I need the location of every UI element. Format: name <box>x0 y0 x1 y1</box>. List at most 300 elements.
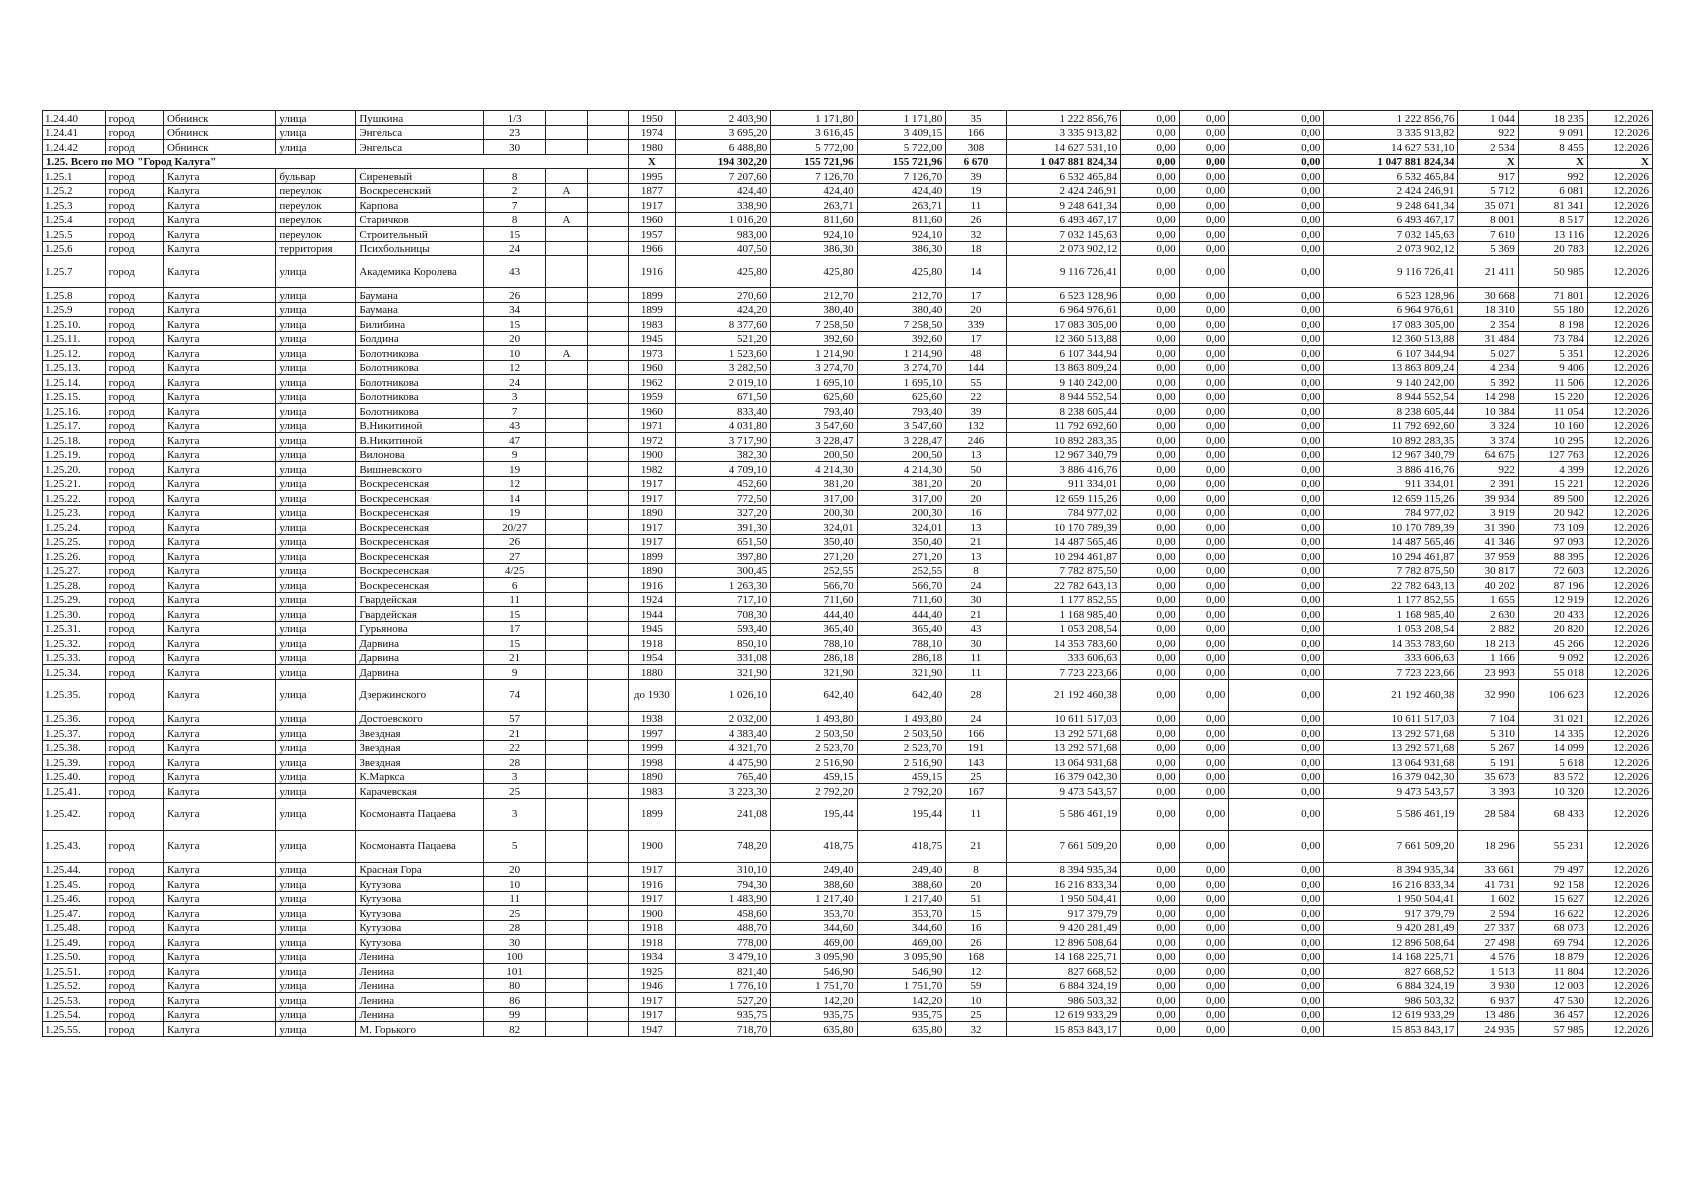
house-number: 17 <box>483 621 546 636</box>
street-name: Академика Королева <box>356 256 484 288</box>
max-specific-cost: 55 180 <box>1518 302 1587 317</box>
construction-year: 1946 <box>628 978 676 993</box>
repair-cost: 9 473 543,57 <box>1006 784 1121 799</box>
section-title: 1.25. Всего по МО "Город Калуга" <box>43 154 629 169</box>
owner-funds: 1 950 504,41 <box>1324 891 1458 906</box>
residents-count: 11 <box>946 650 1007 665</box>
house-number: 3 <box>483 769 546 784</box>
construction-year: 1924 <box>628 592 676 607</box>
specific-cost: 28 584 <box>1458 798 1519 830</box>
residents-count: 43 <box>946 621 1007 636</box>
construction-year: 1900 <box>628 906 676 921</box>
residents-count: 8 <box>946 862 1007 877</box>
settlement-name: Обнинск <box>164 111 276 126</box>
completion-term: 12.2026 <box>1588 520 1653 535</box>
settlement-type: город <box>105 755 163 770</box>
street-type: улица <box>276 520 356 535</box>
row-code: 1.25.17. <box>43 418 106 433</box>
fund-value-2: 0,00 <box>1179 360 1229 375</box>
owner-funds: 1 177 852,55 <box>1324 592 1458 607</box>
blank-cell <box>587 830 628 862</box>
row-code: 1.25.12. <box>43 346 106 361</box>
owner-funds: 21 192 460,38 <box>1324 679 1458 711</box>
max-specific-cost: 12 919 <box>1518 592 1587 607</box>
street-name: Кутузова <box>356 891 484 906</box>
table-row <box>43 978 1653 993</box>
total-area: 1 263,30 <box>676 578 771 593</box>
residential-area: 386,30 <box>771 241 857 256</box>
blank-cell <box>587 798 628 830</box>
house-number: 82 <box>483 1022 546 1037</box>
street-type: улица <box>276 830 356 862</box>
max-specific-cost: 68 073 <box>1518 920 1587 935</box>
owner-funds: 15 853 843,17 <box>1324 1022 1458 1037</box>
blank-cell <box>587 476 628 491</box>
row-code: 1.25.2 <box>43 183 106 198</box>
blank-cell <box>587 125 628 140</box>
fund-value-2: 0,00 <box>1179 302 1229 317</box>
repair-cost: 9 420 281,49 <box>1006 920 1121 935</box>
category-mark <box>546 520 587 535</box>
residents-count: 16 <box>946 920 1007 935</box>
fund-value-1: 0,00 <box>1121 679 1179 711</box>
residential-area: 7 258,50 <box>771 317 857 332</box>
max-specific-cost: 8 517 <box>1518 212 1587 227</box>
construction-year: 1880 <box>628 665 676 680</box>
residential-area-2: 388,60 <box>857 877 946 892</box>
settlement-type: город <box>105 740 163 755</box>
fund-value-2: 0,00 <box>1179 726 1229 741</box>
completion-term: 12.2026 <box>1588 755 1653 770</box>
fund-value-1: 0,00 <box>1121 755 1179 770</box>
settlement-type: город <box>105 140 163 155</box>
max-specific-cost: 68 433 <box>1518 798 1587 830</box>
residential-area-2: 788,10 <box>857 636 946 651</box>
blank-cell <box>587 317 628 332</box>
fund-value-1: 0,00 <box>1121 920 1179 935</box>
fund-value-1: 0,00 <box>1121 830 1179 862</box>
settlement-type: город <box>105 935 163 950</box>
settlement-name: Калуга <box>164 578 276 593</box>
fund-value-1: 0,00 <box>1121 288 1179 303</box>
house-number: 3 <box>483 389 546 404</box>
completion-term: X <box>1588 154 1653 169</box>
completion-term: 12.2026 <box>1588 798 1653 830</box>
street-name: Воскресенский <box>356 183 484 198</box>
blank-cell <box>587 964 628 979</box>
owner-funds: 9 140 242,00 <box>1324 375 1458 390</box>
street-type: улица <box>276 935 356 950</box>
street-name: Энгельса <box>356 140 484 155</box>
street-name: Баумана <box>356 302 484 317</box>
street-name: Билибина <box>356 317 484 332</box>
fund-value-2: 0,00 <box>1179 256 1229 288</box>
category-mark <box>546 140 587 155</box>
row-code: 1.25.23. <box>43 505 106 520</box>
fund-value-2: 0,00 <box>1179 433 1229 448</box>
completion-term: 12.2026 <box>1588 288 1653 303</box>
owner-funds: 12 896 508,64 <box>1324 935 1458 950</box>
total-area: 194 302,20 <box>676 154 771 169</box>
fund-value-1: 0,00 <box>1121 389 1179 404</box>
house-number: 2 <box>483 183 546 198</box>
total-area: 338,90 <box>676 198 771 213</box>
category-mark <box>546 433 587 448</box>
residents-count: 13 <box>946 549 1007 564</box>
repair-cost: 1 047 881 824,34 <box>1006 154 1121 169</box>
table-row <box>43 740 1653 755</box>
fund-value-3: 0,00 <box>1229 154 1324 169</box>
settlement-type: город <box>105 726 163 741</box>
blank-cell <box>587 578 628 593</box>
construction-year: 1899 <box>628 798 676 830</box>
category-mark <box>546 578 587 593</box>
fund-value-3: 0,00 <box>1229 331 1324 346</box>
construction-year: 1890 <box>628 505 676 520</box>
repair-cost: 14 353 783,60 <box>1006 636 1121 651</box>
blank-cell <box>587 636 628 651</box>
settlement-type: город <box>105 505 163 520</box>
owner-funds: 6 523 128,96 <box>1324 288 1458 303</box>
construction-year: 1917 <box>628 1007 676 1022</box>
house-number: 34 <box>483 302 546 317</box>
fund-value-3: 0,00 <box>1229 877 1324 892</box>
settlement-name: Калуга <box>164 949 276 964</box>
row-code: 1.25.38. <box>43 740 106 755</box>
table-row <box>43 563 1653 578</box>
category-mark <box>546 317 587 332</box>
specific-cost: 1 655 <box>1458 592 1519 607</box>
row-code: 1.25.30. <box>43 607 106 622</box>
completion-term: 12.2026 <box>1588 476 1653 491</box>
owner-funds: 6 493 467,17 <box>1324 212 1458 227</box>
street-type: улица <box>276 949 356 964</box>
residential-area: 1 695,10 <box>771 375 857 390</box>
repair-cost: 911 334,01 <box>1006 476 1121 491</box>
owner-funds: 9 473 543,57 <box>1324 784 1458 799</box>
residents-count: 21 <box>946 830 1007 862</box>
blank-cell <box>587 534 628 549</box>
settlement-type: город <box>105 169 163 184</box>
residential-area-2: 1 214,90 <box>857 346 946 361</box>
category-mark <box>546 302 587 317</box>
residential-area: 324,01 <box>771 520 857 535</box>
category-mark <box>546 563 587 578</box>
total-area: 983,00 <box>676 227 771 242</box>
residential-area: 425,80 <box>771 256 857 288</box>
street-type: улица <box>276 964 356 979</box>
fund-value-1: 0,00 <box>1121 665 1179 680</box>
settlement-name: Калуга <box>164 726 276 741</box>
total-area: 4 709,10 <box>676 462 771 477</box>
fund-value-1: 0,00 <box>1121 227 1179 242</box>
repair-cost: 13 064 931,68 <box>1006 755 1121 770</box>
fund-value-1: 0,00 <box>1121 154 1179 169</box>
construction-year: 1982 <box>628 462 676 477</box>
house-number: 57 <box>483 711 546 726</box>
street-type: улица <box>276 375 356 390</box>
completion-term: 12.2026 <box>1588 389 1653 404</box>
row-code: 1.25.6 <box>43 241 106 256</box>
construction-year: 1947 <box>628 1022 676 1037</box>
street-type: улица <box>276 798 356 830</box>
total-area: 425,80 <box>676 256 771 288</box>
street-type: переулок <box>276 227 356 242</box>
category-mark <box>546 256 587 288</box>
row-code: 1.25.49. <box>43 935 106 950</box>
category-mark <box>546 920 587 935</box>
street-name: Болотникова <box>356 346 484 361</box>
fund-value-3: 0,00 <box>1229 212 1324 227</box>
blank-cell <box>587 433 628 448</box>
settlement-type: город <box>105 227 163 242</box>
street-name: Гвардейская <box>356 607 484 622</box>
settlement-name: Калуга <box>164 711 276 726</box>
fund-value-2: 0,00 <box>1179 520 1229 535</box>
max-specific-cost: 11 804 <box>1518 964 1587 979</box>
owner-funds: 8 238 605,44 <box>1324 404 1458 419</box>
total-area: 1 026,10 <box>676 679 771 711</box>
specific-cost: 35 071 <box>1458 198 1519 213</box>
construction-year: 1916 <box>628 877 676 892</box>
street-name: Воскресенская <box>356 505 484 520</box>
fund-value-3: 0,00 <box>1229 256 1324 288</box>
street-name: Воскресенская <box>356 476 484 491</box>
owner-funds: 2 424 246,91 <box>1324 183 1458 198</box>
max-specific-cost: 20 433 <box>1518 607 1587 622</box>
fund-value-2: 0,00 <box>1179 592 1229 607</box>
total-area: 717,10 <box>676 592 771 607</box>
settlement-name: Калуга <box>164 433 276 448</box>
owner-funds: 9 116 726,41 <box>1324 256 1458 288</box>
table-row <box>43 755 1653 770</box>
max-specific-cost: 13 116 <box>1518 227 1587 242</box>
residential-area-2: 935,75 <box>857 1007 946 1022</box>
street-type: переулок <box>276 198 356 213</box>
blank-cell <box>587 891 628 906</box>
settlement-name: Калуга <box>164 288 276 303</box>
settlement-name: Калуга <box>164 563 276 578</box>
table-row <box>43 375 1653 390</box>
owner-funds: 9 420 281,49 <box>1324 920 1458 935</box>
fund-value-3: 0,00 <box>1229 862 1324 877</box>
settlement-name: Калуга <box>164 389 276 404</box>
residents-count: 12 <box>946 964 1007 979</box>
construction-year: 1900 <box>628 447 676 462</box>
residents-count: 16 <box>946 505 1007 520</box>
blank-cell <box>587 769 628 784</box>
house-number: 1/3 <box>483 111 546 126</box>
fund-value-3: 0,00 <box>1229 1022 1324 1037</box>
table-row <box>43 621 1653 636</box>
street-name: Пушкина <box>356 111 484 126</box>
specific-cost: 27 498 <box>1458 935 1519 950</box>
category-mark <box>546 830 587 862</box>
max-specific-cost: 71 801 <box>1518 288 1587 303</box>
blank-cell <box>587 418 628 433</box>
settlement-type: город <box>105 1007 163 1022</box>
settlement-type: город <box>105 592 163 607</box>
residential-area: 418,75 <box>771 830 857 862</box>
category-mark <box>546 491 587 506</box>
residents-count: 59 <box>946 978 1007 993</box>
residential-area-2: 200,30 <box>857 505 946 520</box>
specific-cost: 10 384 <box>1458 404 1519 419</box>
settlement-name: Калуга <box>164 346 276 361</box>
fund-value-1: 0,00 <box>1121 505 1179 520</box>
owner-funds: 9 248 641,34 <box>1324 198 1458 213</box>
settlement-name: Калуга <box>164 491 276 506</box>
fund-value-2: 0,00 <box>1179 288 1229 303</box>
table-row <box>43 360 1653 375</box>
residents-count: 15 <box>946 906 1007 921</box>
fund-value-2: 0,00 <box>1179 111 1229 126</box>
house-number: 9 <box>483 447 546 462</box>
specific-cost: 5 310 <box>1458 726 1519 741</box>
completion-term: 12.2026 <box>1588 769 1653 784</box>
residential-area: 3 095,90 <box>771 949 857 964</box>
residential-area-2: 711,60 <box>857 592 946 607</box>
fund-value-3: 0,00 <box>1229 830 1324 862</box>
row-code: 1.25.15. <box>43 389 106 404</box>
max-specific-cost: 14 335 <box>1518 726 1587 741</box>
category-mark <box>546 169 587 184</box>
category-mark <box>546 769 587 784</box>
residential-area-2: 3 547,60 <box>857 418 946 433</box>
settlement-type: город <box>105 198 163 213</box>
fund-value-3: 0,00 <box>1229 740 1324 755</box>
residential-area: 3 274,70 <box>771 360 857 375</box>
table-row <box>43 726 1653 741</box>
residential-area-2: 566,70 <box>857 578 946 593</box>
construction-year: 1974 <box>628 125 676 140</box>
completion-term: 12.2026 <box>1588 650 1653 665</box>
construction-year: 1954 <box>628 650 676 665</box>
street-name: Болотникова <box>356 375 484 390</box>
fund-value-2: 0,00 <box>1179 636 1229 651</box>
construction-year: 1917 <box>628 476 676 491</box>
completion-term: 12.2026 <box>1588 169 1653 184</box>
settlement-type: город <box>105 288 163 303</box>
street-type: улица <box>276 755 356 770</box>
table-row <box>43 891 1653 906</box>
residential-area-2: 546,90 <box>857 964 946 979</box>
street-type: улица <box>276 447 356 462</box>
fund-value-3: 0,00 <box>1229 241 1324 256</box>
max-specific-cost: 16 622 <box>1518 906 1587 921</box>
residential-area-2: 271,20 <box>857 549 946 564</box>
max-specific-cost: 15 221 <box>1518 476 1587 491</box>
owner-funds: 16 379 042,30 <box>1324 769 1458 784</box>
construction-year: 1973 <box>628 346 676 361</box>
residential-area: 566,70 <box>771 578 857 593</box>
street-name: Кутузова <box>356 877 484 892</box>
fund-value-2: 0,00 <box>1179 125 1229 140</box>
street-name: Воскресенская <box>356 534 484 549</box>
max-specific-cost: 81 341 <box>1518 198 1587 213</box>
specific-cost: 41 346 <box>1458 534 1519 549</box>
repair-cost: 6 884 324,19 <box>1006 978 1121 993</box>
house-number: 19 <box>483 462 546 477</box>
fund-value-3: 0,00 <box>1229 389 1324 404</box>
owner-funds: 14 627 531,10 <box>1324 140 1458 155</box>
blank-cell <box>587 906 628 921</box>
total-area: 772,50 <box>676 491 771 506</box>
residents-count: 168 <box>946 949 1007 964</box>
max-specific-cost: 8 455 <box>1518 140 1587 155</box>
residential-area-2: 155 721,96 <box>857 154 946 169</box>
construction-year: 1983 <box>628 784 676 799</box>
owner-funds: 10 611 517,03 <box>1324 711 1458 726</box>
street-type: улица <box>276 726 356 741</box>
house-number: 25 <box>483 784 546 799</box>
residential-area: 3 547,60 <box>771 418 857 433</box>
street-name: Кутузова <box>356 920 484 935</box>
fund-value-3: 0,00 <box>1229 964 1324 979</box>
table-row <box>43 607 1653 622</box>
category-mark: А <box>546 346 587 361</box>
settlement-name: Калуга <box>164 520 276 535</box>
owner-funds: 1 053 208,54 <box>1324 621 1458 636</box>
row-code: 1.25.22. <box>43 491 106 506</box>
category-mark <box>546 1022 587 1037</box>
construction-year: 1960 <box>628 360 676 375</box>
fund-value-2: 0,00 <box>1179 862 1229 877</box>
fund-value-2: 0,00 <box>1179 1022 1229 1037</box>
specific-cost: 1 044 <box>1458 111 1519 126</box>
completion-term: 12.2026 <box>1588 964 1653 979</box>
blank-cell <box>587 665 628 680</box>
fund-value-3: 0,00 <box>1229 679 1324 711</box>
fund-value-1: 0,00 <box>1121 331 1179 346</box>
construction-year: 1918 <box>628 935 676 950</box>
repair-cost: 12 659 115,26 <box>1006 491 1121 506</box>
completion-term: 12.2026 <box>1588 375 1653 390</box>
fund-value-1: 0,00 <box>1121 462 1179 477</box>
construction-year: 1917 <box>628 534 676 549</box>
fund-value-1: 0,00 <box>1121 256 1179 288</box>
fund-value-3: 0,00 <box>1229 520 1324 535</box>
residential-area-2: 7 126,70 <box>857 169 946 184</box>
blank-cell <box>587 389 628 404</box>
residents-count: 48 <box>946 346 1007 361</box>
blank-cell <box>587 784 628 799</box>
specific-cost: 3 919 <box>1458 505 1519 520</box>
table-row <box>43 578 1653 593</box>
table-row <box>43 256 1653 288</box>
table-row <box>43 183 1653 198</box>
settlement-type: город <box>105 784 163 799</box>
category-mark <box>546 389 587 404</box>
fund-value-3: 0,00 <box>1229 227 1324 242</box>
category-mark <box>546 993 587 1008</box>
street-name: Воскресенская <box>356 563 484 578</box>
fund-value-1: 0,00 <box>1121 607 1179 622</box>
owner-funds: 6 884 324,19 <box>1324 978 1458 993</box>
fund-value-2: 0,00 <box>1179 212 1229 227</box>
residential-area: 444,40 <box>771 607 857 622</box>
category-mark <box>546 636 587 651</box>
row-code: 1.25.3 <box>43 198 106 213</box>
max-specific-cost: 5 618 <box>1518 755 1587 770</box>
document-sheet <box>42 110 1653 1037</box>
category-mark <box>546 462 587 477</box>
residents-count: 11 <box>946 665 1007 680</box>
street-type: улица <box>276 607 356 622</box>
street-type: улица <box>276 346 356 361</box>
street-type: улица <box>276 505 356 520</box>
residential-area-2: 2 523,70 <box>857 740 946 755</box>
